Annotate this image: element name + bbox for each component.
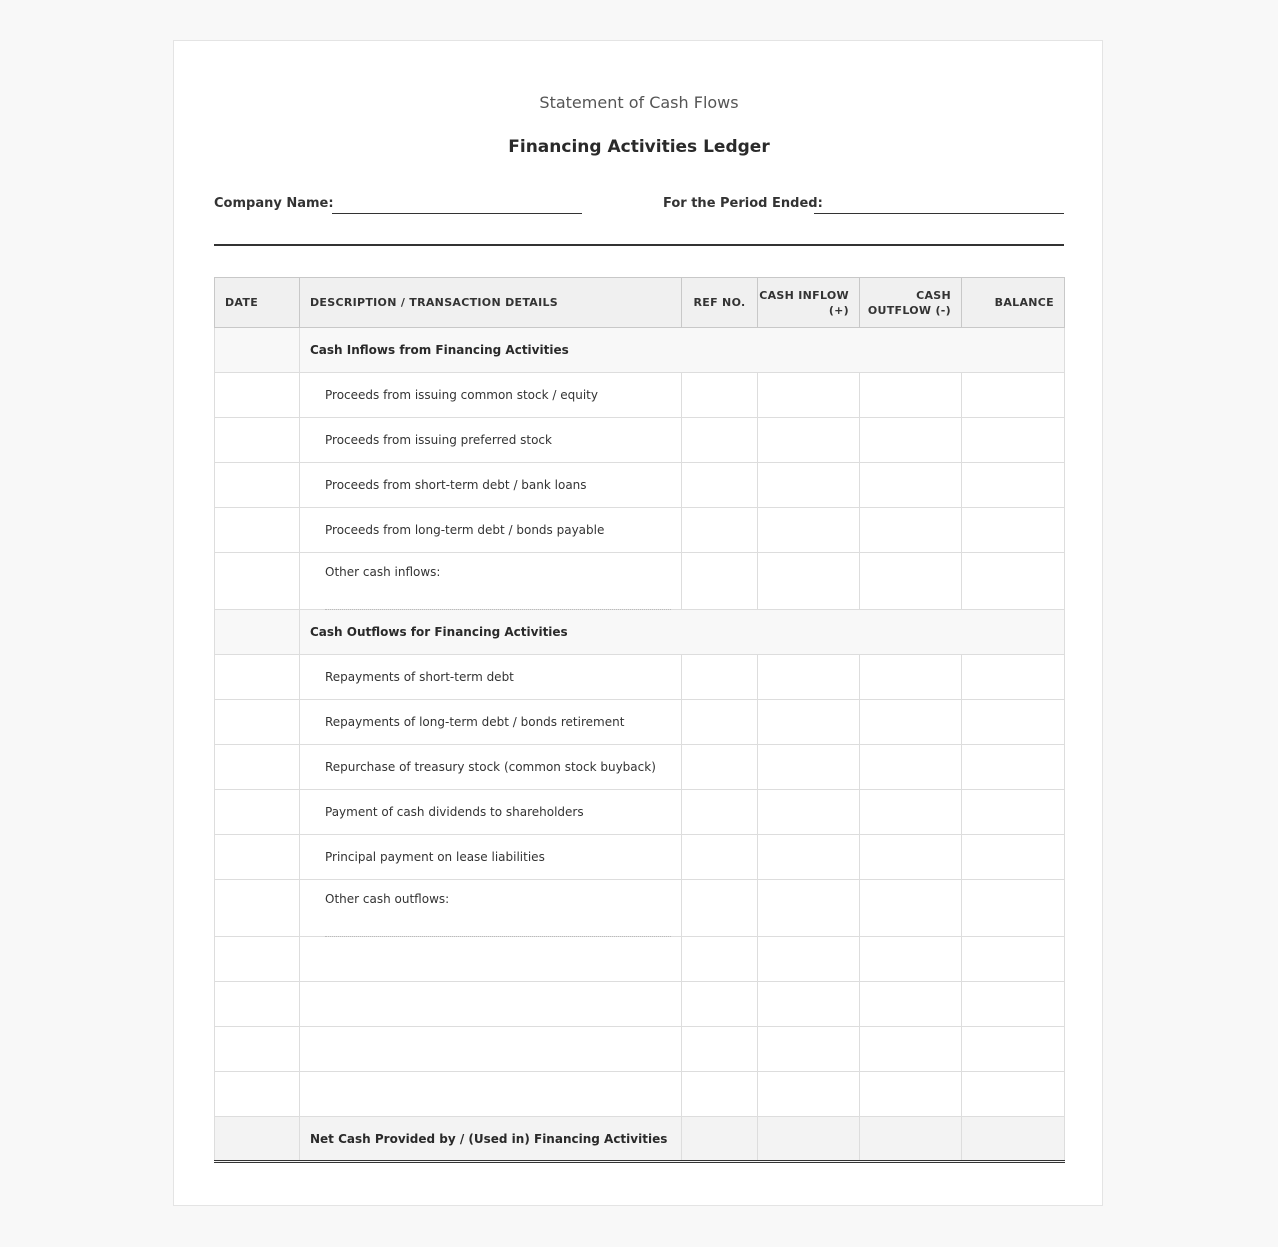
- description-cell: Proceeds from long-term debt / bonds payable: [300, 508, 682, 553]
- date-cell[interactable]: [215, 508, 300, 553]
- balance-cell[interactable]: [962, 553, 1065, 610]
- table-row: [215, 418, 1065, 463]
- balance-cell[interactable]: [962, 1027, 1065, 1072]
- table-row: [215, 463, 1065, 508]
- cash-outflow-cell[interactable]: [860, 508, 962, 553]
- date-cell: [215, 610, 300, 655]
- cash-outflow-cell[interactable]: [860, 1027, 962, 1072]
- date-cell: [215, 328, 300, 373]
- ref-cell[interactable]: [682, 700, 758, 745]
- cash-inflow-cell[interactable]: [758, 553, 860, 610]
- header-divider: [214, 244, 1064, 246]
- balance-cell[interactable]: [962, 373, 1065, 418]
- header-fields: [214, 191, 1064, 217]
- cash-inflow-cell[interactable]: [758, 937, 860, 982]
- ref-cell[interactable]: [682, 508, 758, 553]
- period-ended-field[interactable]: [814, 213, 1064, 214]
- cash-outflow-cell[interactable]: [860, 700, 962, 745]
- description-cell: Proceeds from short-term debt / bank loans: [300, 463, 682, 508]
- cash-inflow-cell[interactable]: [758, 508, 860, 553]
- document-subtitle: Financing Activities Ledger: [508, 137, 770, 157]
- description-cell: Proceeds from issuing preferred stock: [300, 418, 682, 463]
- balance-cell[interactable]: [962, 982, 1065, 1027]
- document-page: [173, 40, 1103, 1206]
- date-cell[interactable]: [215, 790, 300, 835]
- description-cell: Repayments of long-term debt / bonds retirement: [300, 700, 682, 745]
- description-cell: Repayments of short-term debt: [300, 655, 682, 700]
- cash-outflow-header-line1: CASH: [916, 288, 951, 302]
- other-outflows-cell: [300, 880, 682, 937]
- balance-cell[interactable]: [962, 655, 1065, 700]
- section-label-inflows: Cash Inflows from Financing Activities: [300, 328, 1065, 373]
- cash-outflow-cell[interactable]: [860, 937, 962, 982]
- ref-cell[interactable]: [682, 1117, 758, 1162]
- cash-outflow-cell[interactable]: [860, 373, 962, 418]
- ref-cell[interactable]: [682, 880, 758, 937]
- date-cell[interactable]: [215, 982, 300, 1027]
- cash-inflow-cell[interactable]: [758, 982, 860, 1027]
- other-outflows-row: [215, 880, 1065, 937]
- cash-outflow-cell[interactable]: [860, 655, 962, 700]
- balance-cell[interactable]: [962, 790, 1065, 835]
- section-row-inflows: [215, 328, 1065, 373]
- total-label: Net Cash Provided by / (Used in) Financing Activities: [300, 1117, 682, 1162]
- column-header-cash-outflow: [860, 278, 962, 328]
- description-cell[interactable]: [300, 1027, 682, 1072]
- cash-outflow-cell[interactable]: [860, 1072, 962, 1117]
- date-cell[interactable]: [215, 463, 300, 508]
- balance-cell[interactable]: [962, 1117, 1065, 1162]
- date-cell[interactable]: [215, 835, 300, 880]
- cash-inflow-cell[interactable]: [758, 880, 860, 937]
- table-header-row: [215, 278, 1065, 328]
- table-row: [215, 700, 1065, 745]
- cash-inflow-cell[interactable]: [758, 835, 860, 880]
- ref-cell[interactable]: [682, 937, 758, 982]
- date-cell: [215, 1117, 300, 1162]
- table-row: [215, 508, 1065, 553]
- column-header-ref: REF NO.: [682, 278, 758, 328]
- date-cell[interactable]: [215, 700, 300, 745]
- total-row: [215, 1117, 1065, 1162]
- cash-outflow-cell[interactable]: [860, 835, 962, 880]
- section-label-outflows: Cash Outflows for Financing Activities: [300, 610, 1065, 655]
- table-row: [215, 835, 1065, 880]
- ref-cell[interactable]: [682, 418, 758, 463]
- balance-cell[interactable]: [962, 1072, 1065, 1117]
- cash-inflow-cell[interactable]: [758, 745, 860, 790]
- other-inflows-row: [215, 553, 1065, 610]
- description-cell: Proceeds from issuing common stock / equity: [300, 373, 682, 418]
- section-row-outflows: [215, 610, 1065, 655]
- ref-cell[interactable]: [682, 463, 758, 508]
- period-ended-label: For the Period Ended:: [663, 196, 823, 211]
- ref-cell[interactable]: [682, 1072, 758, 1117]
- description-cell[interactable]: [300, 982, 682, 1027]
- table-row: [215, 745, 1065, 790]
- column-header-date: DATE: [215, 278, 300, 328]
- cash-outflow-cell[interactable]: [860, 1117, 962, 1162]
- column-header-description: DESCRIPTION / TRANSACTION DETAILS: [300, 278, 682, 328]
- table-row: [215, 655, 1065, 700]
- ref-cell[interactable]: [682, 1027, 758, 1072]
- date-cell[interactable]: [215, 937, 300, 982]
- cash-inflow-cell[interactable]: [758, 700, 860, 745]
- date-cell[interactable]: [215, 1072, 300, 1117]
- other-inflows-cell: [300, 553, 682, 610]
- other-outflows-write-line[interactable]: [325, 936, 671, 937]
- cash-inflow-cell[interactable]: [758, 790, 860, 835]
- cash-outflow-cell[interactable]: [860, 745, 962, 790]
- blank-row: [215, 982, 1065, 1027]
- date-cell[interactable]: [215, 1027, 300, 1072]
- cash-outflow-cell[interactable]: [860, 790, 962, 835]
- other-inflows-write-line[interactable]: [325, 609, 671, 610]
- cash-outflow-cell[interactable]: [860, 463, 962, 508]
- cash-outflow-cell[interactable]: [860, 880, 962, 937]
- ref-cell[interactable]: [682, 655, 758, 700]
- ref-cell[interactable]: [682, 982, 758, 1027]
- other-outflows-label: Other cash outflows:: [325, 892, 450, 906]
- ref-cell[interactable]: [682, 745, 758, 790]
- date-cell[interactable]: [215, 418, 300, 463]
- cash-outflow-cell[interactable]: [860, 553, 962, 610]
- ref-cell[interactable]: [682, 553, 758, 610]
- balance-cell[interactable]: [962, 835, 1065, 880]
- table-row: [215, 373, 1065, 418]
- cash-inflow-cell[interactable]: [758, 418, 860, 463]
- balance-cell[interactable]: [962, 463, 1065, 508]
- cash-outflow-cell[interactable]: [860, 982, 962, 1027]
- cash-inflow-cell[interactable]: [758, 1027, 860, 1072]
- description-cell[interactable]: [300, 1072, 682, 1117]
- description-cell: Payment of cash dividends to shareholders: [300, 790, 682, 835]
- date-cell[interactable]: [215, 880, 300, 937]
- balance-cell[interactable]: [962, 418, 1065, 463]
- cash-inflow-cell[interactable]: [758, 373, 860, 418]
- column-header-cash-inflow: [758, 278, 860, 328]
- ref-cell[interactable]: [682, 373, 758, 418]
- ref-cell[interactable]: [682, 790, 758, 835]
- other-inflows-label: Other cash inflows:: [325, 565, 441, 579]
- document-title: Statement of Cash Flows: [539, 93, 739, 112]
- description-cell: Repurchase of treasury stock (common stock buyback): [300, 745, 682, 790]
- balance-cell[interactable]: [962, 745, 1065, 790]
- ledger-table: [214, 277, 1065, 1163]
- company-name-label: Company Name:: [214, 196, 334, 211]
- cash-outflow-cell[interactable]: [860, 418, 962, 463]
- balance-cell[interactable]: [962, 880, 1065, 937]
- cash-inflow-cell[interactable]: [758, 655, 860, 700]
- date-cell[interactable]: [215, 745, 300, 790]
- description-cell[interactable]: [300, 937, 682, 982]
- date-cell[interactable]: [215, 655, 300, 700]
- company-name-field[interactable]: [332, 213, 582, 214]
- column-header-balance: BALANCE: [962, 278, 1065, 328]
- cash-inflow-cell[interactable]: [758, 463, 860, 508]
- table-row: [215, 790, 1065, 835]
- balance-cell[interactable]: [962, 700, 1065, 745]
- description-cell: Principal payment on lease liabilities: [300, 835, 682, 880]
- ref-cell[interactable]: [682, 835, 758, 880]
- balance-cell[interactable]: [962, 508, 1065, 553]
- balance-cell[interactable]: [962, 937, 1065, 982]
- blank-row: [215, 1027, 1065, 1072]
- cash-outflow-header-line2: OUTFLOW (-): [867, 303, 951, 317]
- cash-inflow-cell[interactable]: [758, 1117, 860, 1162]
- cash-inflow-header-line2: (+): [828, 303, 849, 317]
- date-cell[interactable]: [215, 373, 300, 418]
- date-cell[interactable]: [215, 553, 300, 610]
- cash-inflow-cell[interactable]: [758, 1072, 860, 1117]
- blank-row: [215, 937, 1065, 982]
- blank-row: [215, 1072, 1065, 1117]
- cash-inflow-header-line1: CASH INFLOW: [759, 288, 849, 302]
